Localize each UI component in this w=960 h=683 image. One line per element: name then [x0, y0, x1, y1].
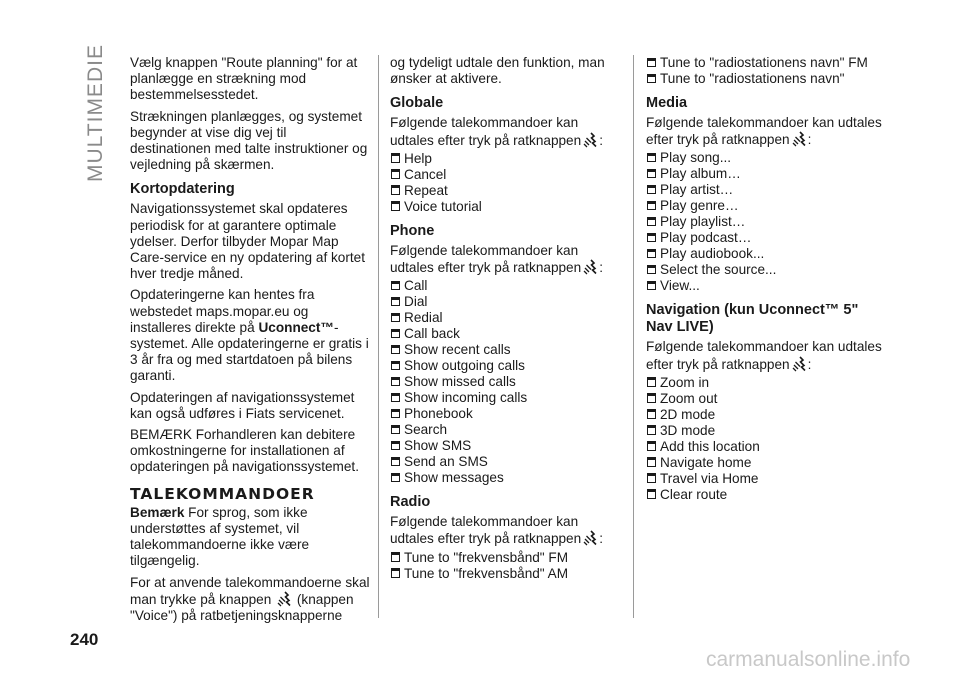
- command-text: Play album…: [660, 166, 741, 182]
- command-text: Play genre…: [660, 198, 739, 214]
- command-text: Show missed calls: [404, 374, 516, 390]
- checkbox-bullet-icon: [647, 217, 656, 226]
- checkbox-bullet-icon: [647, 265, 656, 274]
- voice-command-icon: [582, 132, 598, 148]
- checkbox-bullet-icon: [391, 281, 400, 290]
- list-navigation: [646, 375, 882, 503]
- paragraph-note-dealer: BEMÆRK Forhandleren kan debitere omkostningerne for installationen af opdateringen på navigationssystemet.: [130, 427, 359, 475]
- command-text: Play artist…: [660, 182, 734, 198]
- checkbox-bullet-icon: [647, 458, 656, 467]
- heading-phone: Phone: [390, 222, 435, 239]
- column-3: [646, 55, 882, 503]
- checkbox-bullet-icon: [647, 74, 656, 83]
- command-text: Play song...: [660, 150, 732, 166]
- text-segment: Følgende talekommandoer kan udtales efter tryk på ratknappen: [390, 514, 582, 547]
- command-text: View...: [660, 278, 700, 294]
- checkbox-bullet-icon: [391, 170, 400, 179]
- checkbox-bullet-icon: [647, 474, 656, 483]
- command-item: [390, 550, 622, 566]
- checkbox-bullet-icon: [391, 313, 400, 322]
- command-item: [646, 391, 882, 407]
- command-text: Show outgoing calls: [404, 358, 525, 374]
- command-text: Navigate home: [660, 454, 752, 470]
- command-text: Select the source...: [660, 262, 777, 278]
- command-text: Show incoming calls: [404, 390, 528, 406]
- checkbox-bullet-icon: [391, 409, 400, 418]
- checkbox-bullet-icon: [647, 58, 656, 67]
- command-text: Repeat: [404, 182, 448, 198]
- heading-kortopdatering: Kortopdatering: [130, 181, 235, 198]
- checkbox-bullet-icon: [647, 153, 656, 162]
- text-segment: Følgende talekommandoer kan udtales efter tryk på ratknappen: [646, 115, 882, 148]
- text-segment: :: [599, 260, 603, 276]
- command-item: [390, 454, 622, 470]
- paragraph-voice-button: [130, 575, 370, 625]
- command-item: [646, 182, 882, 198]
- checkbox-bullet-icon: [391, 457, 400, 466]
- command-item: [390, 278, 622, 294]
- checkbox-bullet-icon: [647, 169, 656, 178]
- checkbox-bullet-icon: [391, 425, 400, 434]
- command-item: [646, 230, 882, 246]
- checkbox-bullet-icon: [391, 553, 400, 562]
- checkbox-bullet-icon: [391, 569, 400, 578]
- checkbox-bullet-icon: [391, 186, 400, 195]
- command-item: [646, 407, 882, 423]
- command-text: Dial: [404, 294, 428, 310]
- note-label: Bemærk: [130, 504, 185, 520]
- checkbox-bullet-icon: [647, 378, 656, 387]
- command-text: Zoom out: [660, 390, 718, 406]
- heading-radio: Radio: [390, 494, 431, 511]
- intro-globale: [390, 115, 622, 148]
- intro-radio: [390, 514, 622, 547]
- command-text: Play podcast…: [660, 230, 752, 246]
- paragraph-route-planning: Vælg knappen "Route planning" for at planlægge en strækning mod bestemmelsesstedet.: [130, 55, 358, 103]
- command-item: [646, 71, 882, 87]
- list-media: [646, 150, 882, 294]
- command-item: [646, 455, 882, 471]
- command-item: [646, 55, 882, 71]
- command-item: [390, 566, 622, 582]
- watermark: carmanualsonline.info: [706, 648, 911, 671]
- checkbox-bullet-icon: [647, 185, 656, 194]
- command-text: Zoom in: [660, 374, 710, 390]
- text-segment: :: [807, 132, 812, 148]
- text-segment: (knappen "Voice") på ratbetjeningsknapperne: [130, 591, 354, 624]
- command-text: Travel via Home: [660, 470, 759, 486]
- heading-media: Media: [646, 95, 688, 111]
- voice-command-icon: [276, 591, 292, 607]
- paragraph-route-guidance: Strækningen planlægges, og systemet begynder at vise dig vej til destinationen med talte instruktioner og vejledning på skærmen.: [130, 108, 368, 173]
- text-segment: Følgende talekommandoer kan udtales efter tryk på ratknappen: [646, 339, 882, 372]
- list-radio: [390, 550, 622, 582]
- command-item: [646, 246, 882, 262]
- list-phone: [390, 278, 622, 486]
- command-text: 2D mode: [660, 406, 716, 422]
- command-item: [646, 198, 882, 214]
- checkbox-bullet-icon: [647, 490, 656, 499]
- command-text: Tune to "frekvensbånd" FM: [404, 549, 569, 565]
- command-text: Phonebook: [404, 406, 473, 422]
- text-segment: Opdateringerne kan hentes fra webstedet maps.mopar.eu og installeres direkte på: [130, 287, 315, 335]
- checkbox-bullet-icon: [391, 345, 400, 354]
- command-item: [390, 422, 622, 438]
- heading-globale: Globale: [390, 95, 444, 112]
- command-text: Tune to "radiostationens navn": [660, 71, 845, 86]
- command-item: [390, 183, 622, 199]
- command-text: Call: [404, 278, 428, 294]
- text-segment: Følgende talekommandoer kan udtales efter tryk på ratknappen: [390, 242, 582, 276]
- checkbox-bullet-icon: [391, 473, 400, 482]
- command-item: [390, 294, 622, 310]
- command-text: Help: [404, 150, 432, 166]
- command-text: Redial: [404, 310, 443, 326]
- paragraph-language-note: [130, 505, 370, 570]
- checkbox-bullet-icon: [647, 201, 656, 210]
- command-text: Cancel: [404, 166, 447, 182]
- command-item: [390, 358, 622, 374]
- command-item: [646, 262, 882, 278]
- checkbox-bullet-icon: [391, 441, 400, 450]
- command-item: [646, 166, 882, 182]
- column-divider-2: [633, 55, 634, 618]
- command-text: Tune to "radiostationens navn" FM: [660, 55, 868, 70]
- text-segment: For at anvende talekommandoerne skal man trykke på knappen: [130, 574, 370, 607]
- command-item: [390, 199, 622, 215]
- intro-phone: [390, 243, 622, 276]
- voice-command-icon: [582, 530, 598, 546]
- checkbox-bullet-icon: [647, 394, 656, 403]
- command-text: Voice tutorial: [404, 198, 482, 214]
- paragraph-map-care: Navigationssystemet skal opdateres periodisk for at garantere optimale ydelser. Derfor tilbyder Mopar Map Care-service en ny opdatering af kortet hver tredje måned.: [130, 201, 365, 282]
- command-item: [646, 487, 882, 503]
- column-2: [390, 55, 622, 582]
- command-item: [390, 406, 622, 422]
- command-item: [646, 150, 882, 166]
- command-text: Search: [404, 422, 448, 438]
- checkbox-bullet-icon: [391, 377, 400, 386]
- voice-command-icon: [791, 131, 807, 147]
- checkbox-bullet-icon: [391, 202, 400, 211]
- list-radio-continued: [646, 55, 882, 87]
- command-text: Send an SMS: [404, 454, 488, 470]
- list-globale: [390, 151, 622, 215]
- checkbox-bullet-icon: [391, 393, 400, 402]
- section-title: MULTIMEDIE: [84, 44, 107, 182]
- intro-navigation: [646, 339, 882, 372]
- checkbox-bullet-icon: [391, 361, 400, 370]
- command-item: [646, 375, 882, 391]
- checkbox-bullet-icon: [391, 297, 400, 306]
- text-segment: -systemet. Alle opdateringerne er gratis i 3 år fra og med startdatoen på bilens garanti.: [130, 319, 369, 384]
- command-item: [646, 278, 882, 294]
- command-item: [390, 438, 622, 454]
- command-text: Clear route: [660, 486, 728, 502]
- checkbox-bullet-icon: [647, 233, 656, 242]
- text-segment: :: [807, 356, 812, 372]
- heading-talekommandoer: TALEKOMMANDOER: [130, 484, 315, 503]
- text-segment: :: [599, 132, 603, 148]
- command-text: Show SMS: [404, 438, 472, 454]
- command-text: Show messages: [404, 470, 504, 486]
- command-item: [390, 470, 622, 486]
- voice-command-icon: [582, 259, 598, 275]
- checkbox-bullet-icon: [647, 442, 656, 451]
- heading-navigation: Navigation (kun Uconnect™ 5" Nav LIVE): [646, 302, 859, 336]
- command-item: [646, 439, 882, 455]
- brand-uconnect: Uconnect™: [258, 319, 334, 335]
- checkbox-bullet-icon: [391, 154, 400, 163]
- voice-command-icon: [791, 356, 807, 372]
- checkbox-bullet-icon: [647, 410, 656, 419]
- command-item: [390, 342, 622, 358]
- column-divider-1: [378, 55, 379, 618]
- checkbox-bullet-icon: [647, 426, 656, 435]
- command-item: [646, 423, 882, 439]
- page-number: 240: [70, 630, 99, 649]
- paragraph-pronounce: og tydeligt udtale den funktion, man ønsker at aktivere.: [390, 55, 605, 87]
- checkbox-bullet-icon: [647, 281, 656, 290]
- command-item: [390, 167, 622, 183]
- text-segment: :: [599, 531, 603, 547]
- intro-media: [646, 115, 882, 148]
- command-item: [646, 214, 882, 230]
- checkbox-bullet-icon: [647, 249, 656, 258]
- paragraph-fiat-service: Opdateringen af navigationssystemet kan også udføres i Fiats servicenet.: [130, 389, 355, 421]
- command-item: [390, 151, 622, 167]
- command-text: Play audiobook...: [660, 246, 765, 262]
- command-text: 3D mode: [660, 422, 716, 438]
- command-text: Play playlist…: [660, 214, 746, 230]
- command-item: [390, 374, 622, 390]
- command-item: [390, 310, 622, 326]
- text-segment: For sprog, som ikke understøttes af systemet, vil talekommandoerne ikke være tilgængelig.: [130, 504, 310, 569]
- column-1: [130, 55, 370, 629]
- command-text: Tune to "frekvensbånd" AM: [404, 565, 569, 581]
- text-segment: Følgende talekommandoer kan udtales efter tryk på ratknappen: [390, 115, 582, 148]
- paragraph-updates-download: [130, 287, 370, 384]
- checkbox-bullet-icon: [391, 329, 400, 338]
- command-text: Call back: [404, 326, 460, 342]
- command-item: [646, 471, 882, 487]
- command-item: [390, 326, 622, 342]
- command-text: Show recent calls: [404, 342, 511, 358]
- command-text: Add this location: [660, 438, 760, 454]
- command-item: [390, 390, 622, 406]
